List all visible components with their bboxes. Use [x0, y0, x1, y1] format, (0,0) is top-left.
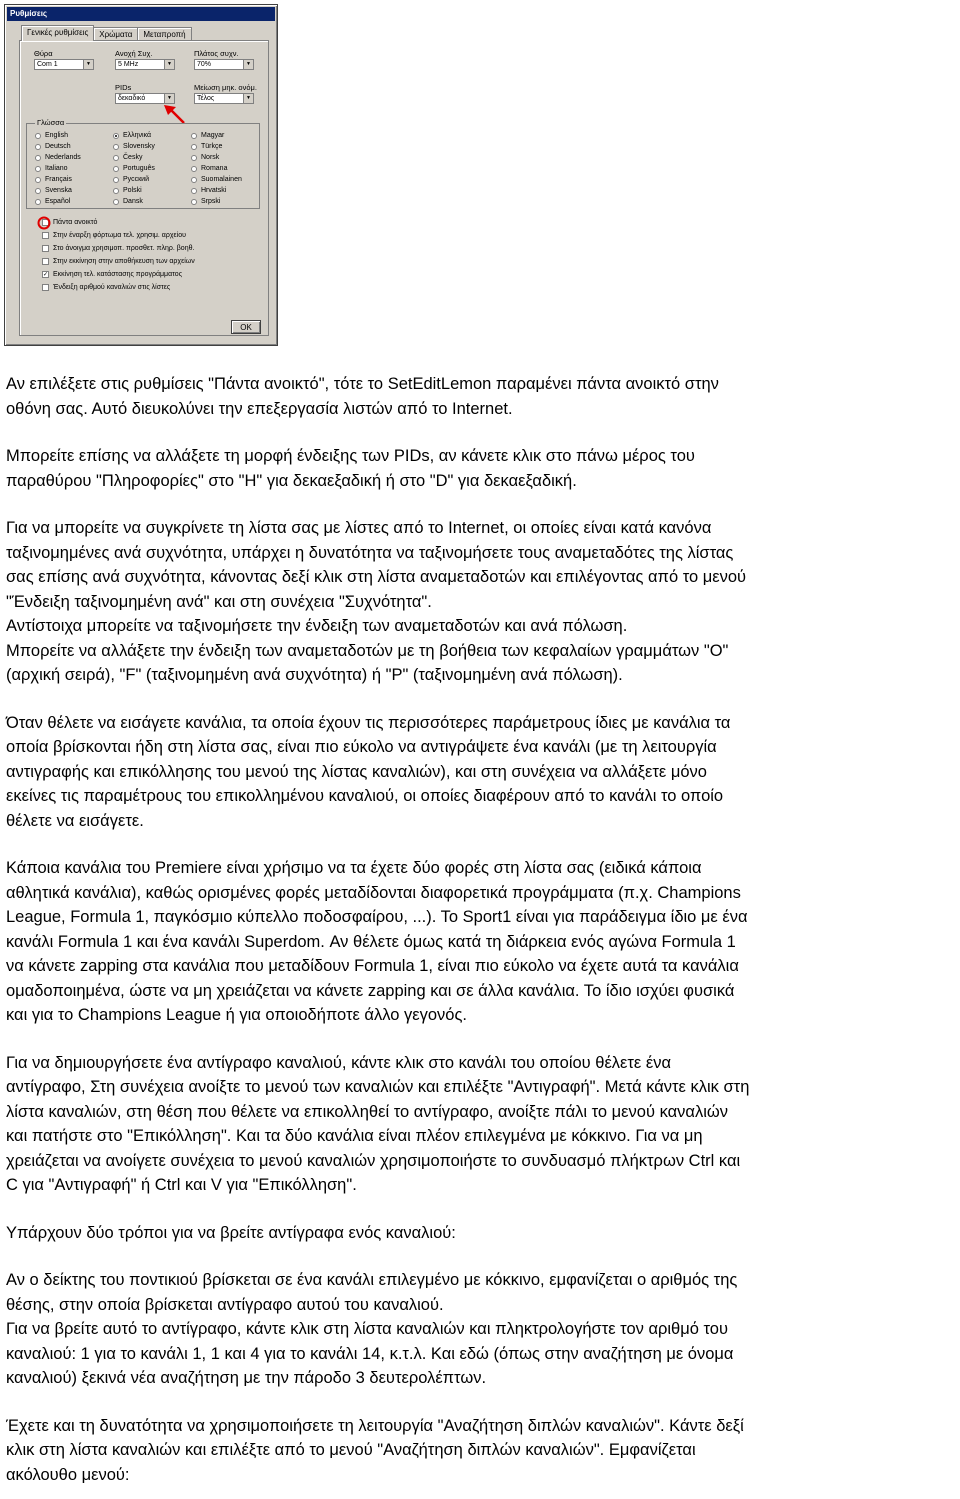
- radio-icon: [191, 155, 197, 161]
- checkbox-label: Ένδειξη αριθμού καναλιών στις λίστες: [53, 284, 171, 291]
- dialog-title: Ρυθμίσεις: [7, 7, 275, 21]
- paragraph-insert-channels: [6, 711, 954, 834]
- language-label: Slovensky: [123, 143, 155, 150]
- text-line: κανάλι Formula 1 και ένα κανάλι Superdom. Αν θέλετε όμως κατά τη διάρκεια ενός αγώνα Formula 1: [6, 932, 736, 951]
- text-line: ομαδοποιημένα, ώστε να μη χρειάζεται να κάνετε zapping και σε άλλα κανάλια. Το ίδιο ισχύει φυσικά: [6, 981, 735, 1000]
- language-label: Hrvatski: [201, 187, 227, 194]
- text-line: Έχετε και τη δυνατότητα να χρησιμοποιήσετε τη λειτουργία "Αναζήτηση διπλών καναλιών". Κάντε δεξί: [6, 1416, 744, 1435]
- radio-icon: [113, 155, 119, 161]
- text-line: θέλετε να εισάγετε.: [6, 811, 144, 830]
- pids-value: δεκαδικό: [118, 95, 146, 102]
- checkbox-label: Στην έναρξη φόρτωμα τελ. χρησιμ. αρχείου: [53, 232, 186, 239]
- text-line: Για να βρείτε αυτό το αντίγραφο, κάντε κλικ στη λίστα καναλιών και πληκτρολογήστε τον αριθμό του: [6, 1320, 728, 1338]
- chevron-down-icon: ▼: [83, 60, 93, 69]
- text-line: ταξινομημένες ανά συχνότητα, υπάρχει η δυνατότητα να ταξινομήσετε τους αναμεταδότες της λίστας: [6, 543, 734, 562]
- text-line: Υπάρχουν δύο τρόποι για να βρείτε αντίγραφα ενός καναλιού:: [6, 1223, 456, 1242]
- checkbox-label: Στο άνοιγμα χρησιμοπ. προσθετ. πληρ. βοηθ.: [53, 245, 195, 252]
- language-label: Polski: [123, 187, 142, 194]
- paragraph-always-open: [6, 372, 954, 421]
- language-label: Magyar: [201, 132, 225, 139]
- radio-icon: [191, 188, 197, 194]
- paragraph-duplicate-search: [6, 1414, 954, 1488]
- speed-select[interactable]: [115, 59, 175, 70]
- tab-conversion[interactable]: Μεταπροπή: [137, 27, 191, 41]
- checkbox-icon: [42, 245, 49, 252]
- width-label: Πλάτος συχν.: [194, 49, 239, 58]
- load-last-file-checkbox[interactable]: [42, 232, 186, 239]
- radio-icon: [191, 199, 197, 205]
- language-label: Srpski: [201, 198, 221, 205]
- language-option[interactable]: [35, 198, 70, 205]
- name-length-select[interactable]: [194, 93, 254, 104]
- language-option-selected[interactable]: [113, 132, 151, 139]
- language-option[interactable]: [113, 143, 155, 150]
- language-label: Svenska: [45, 187, 72, 194]
- text-line: κλικ στη λίστα καναλιών και επιλέξτε από το μενού "Αναζήτηση διπλών καναλιών". Εμφανίζεται: [6, 1441, 696, 1459]
- text-line: (αρχική σειρά), "F" (ταξινομημένη ανά συχνότητα) ή "P" (ταξινομημένη ανά πόλωση).: [6, 666, 623, 684]
- radio-icon: [113, 199, 119, 205]
- language-option[interactable]: [191, 143, 222, 150]
- language-option[interactable]: [191, 154, 219, 161]
- text-line: Αν επιλέξετε στις ρυθμίσεις "Πάντα ανοικτό", τότε το SetEditLemon παραμένει πάντα ανοικτό στην: [6, 375, 719, 393]
- checkbox-label: Στην εκκίνηση στην αποθήκευση των αρχείων: [53, 258, 195, 265]
- checkbox-label: Εκκίνηση τελ. κατάστασης προγράμματος: [53, 271, 183, 278]
- language-option[interactable]: [113, 176, 149, 183]
- text-line: καναλιού: 1 για το κανάλι 1, 1 και 4 για το κανάλι 14, κ.τ.λ. Και εδώ (όπως στην αναζήτηση με όνομα: [6, 1344, 734, 1363]
- language-label: Русский: [123, 176, 149, 183]
- language-option[interactable]: [191, 132, 224, 139]
- radio-icon: [113, 177, 119, 183]
- text-line: Μπορείτε επίσης να αλλάξετε τη μορφή ένδειξης των PIDs, αν κάνετε κλικ στο πάνω μέρος του: [6, 447, 695, 465]
- text-line: οποία βρίσκονται ήδη στη λίστα σας, είναι πιο εύκολο να αντιγράψετε ένα κανάλι (με τη λειτουργία: [6, 738, 717, 756]
- text-line: σας επίσης ανά συχνότητα, κάνοντας δεξί κλικ στη λίστα αναμεταδοτών και επιλέγοντας από το μενού: [6, 568, 747, 586]
- radio-icon: [35, 155, 41, 161]
- radio-icon: [35, 133, 41, 139]
- width-select[interactable]: [194, 59, 254, 70]
- text-line: Για να μπορείτε να συγκρίνετε τη λίστα σας με λίστες από το Internet, οι οποίες είναι κατά κανόνα: [6, 519, 712, 537]
- text-line: να κάνετε zapping στα κανάλια που μεταδίδουν Formula 1, είναι πιο εύκολο να έχετε αυτά τα κανάλια: [6, 957, 739, 975]
- language-option[interactable]: [35, 132, 68, 139]
- width-value: 70%: [197, 61, 212, 68]
- radio-icon: [113, 188, 119, 194]
- text-line: και πατήστε στο "Επικόλληση". Και τα δύο κανάλια είναι πλέον επιλεγμένα με κόκκινο. Για να μη: [6, 1127, 703, 1145]
- tab-general-settings[interactable]: Γενικές ρυθμίσεις: [21, 25, 94, 41]
- radio-selected-icon: [113, 133, 119, 139]
- checkbox-icon: [42, 232, 49, 239]
- language-option[interactable]: [35, 165, 68, 172]
- radio-icon: [35, 188, 41, 194]
- language-label: Deutsch: [45, 143, 71, 150]
- speed-value: 5 MHz: [118, 61, 139, 68]
- language-label: Nederlands: [45, 154, 81, 161]
- checkbox-icon: [42, 258, 49, 265]
- text-line: Όταν θέλετε να εισάγετε κανάλια, τα οποία έχουν τις περισσότερες παράμετρους ίδιες με κανάλια τα: [6, 713, 731, 732]
- save-on-start-checkbox[interactable]: [42, 258, 195, 265]
- checkbox-checked-icon: ✓: [43, 272, 49, 278]
- chevron-down-icon: ▼: [164, 60, 174, 69]
- text-line: "Ένδειξη ταξινομημένη ανά" και στη συνέχεια "Συχνότητα".: [6, 592, 432, 611]
- extra-info-checkbox[interactable]: [42, 245, 194, 252]
- chevron-down-icon: ▼: [164, 94, 174, 103]
- language-option[interactable]: [191, 165, 227, 172]
- paragraph-pids: [6, 444, 954, 493]
- text-line: Αντίστοιχα μπορείτε να ταξινομήσετε την ένδειξη των αναμεταδοτών και ανά πόλωση.: [6, 617, 628, 635]
- radio-icon: [35, 177, 41, 183]
- language-option[interactable]: [113, 198, 143, 205]
- language-label: Suomalainen: [201, 176, 242, 183]
- chevron-down-icon: ▼: [243, 94, 253, 103]
- name-length-value: Τέλος: [197, 95, 215, 102]
- radio-icon: [35, 199, 41, 205]
- text-line: παραθύρου "Πληροφορίες" στο "H" για δεκαεξαδική ή στο "D" για δεκαεξαδική.: [6, 471, 577, 490]
- text-line: λίστα καναλιών, στη θέση που θέλετε να επικολληθεί το αντίγραφο, ανοίξτε πάλι το μενού καναλιών: [6, 1102, 728, 1121]
- checkbox-label: Πάντα ανοικτό: [53, 219, 98, 226]
- language-label: Dansk: [123, 198, 143, 205]
- document-body: [6, 372, 954, 1487]
- paragraph-copy-channel: [6, 1051, 954, 1198]
- start-last-state-checkbox[interactable]: [42, 271, 182, 278]
- paragraph-sorting: [6, 516, 954, 688]
- text-line: οθόνη σας. Αυτό διευκολύνει την επεξεργασία λιστών από το Internet.: [6, 399, 513, 418]
- port-label: Θύρα: [34, 49, 53, 58]
- ok-button[interactable]: OK: [231, 320, 261, 334]
- language-label: Ελληνικά: [123, 132, 152, 139]
- name-length-label: Μείωση μηκ. ονόμ.: [194, 83, 257, 92]
- language-option[interactable]: [113, 154, 142, 161]
- text-line: καναλιού) ξεκινά νέα αναζήτηση με την πάροδο 3 δευτερολέπτων.: [6, 1369, 487, 1387]
- text-line: Μπορείτε να αλλάξετε την ένδειξη των αναμεταδοτών με τη βοήθεια των κεφαλαίων γραμμάτων "O": [6, 641, 729, 660]
- language-option[interactable]: [191, 198, 220, 205]
- language-option[interactable]: [35, 187, 72, 194]
- language-option[interactable]: [191, 187, 226, 194]
- radio-icon: [35, 166, 41, 172]
- language-label: Norsk: [201, 154, 220, 161]
- highlight-circle-icon: [37, 216, 51, 230]
- text-line: League, Formula 1, παγκόσμιο κύπελλο ποδοσφαίρου, ...). Το Sport1 είναι για παράδειγμα ίδιο με ένα: [6, 908, 748, 926]
- language-label: Français: [45, 176, 72, 183]
- text-line: και για το Champions League ή για οποιοδήποτε άλλο γεγονός.: [6, 1006, 467, 1024]
- language-label: Português: [123, 165, 155, 172]
- radio-icon: [35, 144, 41, 150]
- language-label: Italiano: [45, 165, 68, 172]
- chevron-down-icon: ▼: [243, 60, 253, 69]
- text-line: χρειάζεται να ανοίγετε συνέχεια το μενού καναλιών χρησιμοποιήστε το συνδυασμό πλήκτρων Ctrl και: [6, 1151, 741, 1170]
- language-option[interactable]: [113, 187, 142, 194]
- radio-icon: [113, 144, 119, 150]
- language-label: Česky: [123, 154, 143, 161]
- text-line: Κάποια κανάλια του Premiere είναι χρήσιμο να τα έχετε δύο φορές στη λίστα σας (ειδικά κάποια: [6, 859, 702, 877]
- paragraph-two-ways: [6, 1221, 954, 1246]
- radio-icon: [191, 177, 197, 183]
- language-group-title: Γλώσσα: [37, 118, 65, 127]
- speed-label: Ανοχή Συχ.: [115, 49, 153, 58]
- text-line: θέσης, στην οποία βρίσκεται αντίγραφο αυτού του καναλιού.: [6, 1295, 444, 1314]
- language-label: Romana: [201, 165, 228, 172]
- text-line: ακόλουθο μενού:: [6, 1465, 130, 1484]
- pids-label: PIDs: [115, 83, 132, 92]
- language-label: Español: [45, 198, 71, 205]
- language-label: English: [45, 132, 68, 139]
- language-label: Türkçe: [201, 143, 223, 150]
- text-line: Για να δημιουργήσετε ένα αντίγραφο καναλιού, κάντε κλικ στο κανάλι του οποίου θέλετε ένα: [6, 1053, 672, 1072]
- text-line: C για "Αντιγραφή" ή Ctrl και V για "Επικόλληση".: [6, 1176, 357, 1194]
- radio-icon: [191, 133, 197, 139]
- text-line: εκείνες τις παραμέτρους του επικολλημένου καναλιού, οι οποίες διαφέρουν από το κανάλι το οποίο: [6, 787, 724, 805]
- language-option[interactable]: [35, 154, 81, 161]
- settings-dialog: [4, 4, 278, 346]
- text-line: Αν ο δείκτης του ποντικιού βρίσκεται σε ένα κανάλι επιλεγμένο με κόκκινο, εμφανίζεται ο αριθμός της: [6, 1271, 738, 1289]
- language-option[interactable]: [191, 176, 242, 183]
- paragraph-premiere: [6, 856, 954, 1028]
- radio-icon: [113, 166, 119, 172]
- radio-icon: [191, 144, 197, 150]
- checkbox-icon: [42, 284, 49, 291]
- text-line: αντιγραφής και επικόλλησης του μενού της λίστας καναλιών), και στη συνέχεια να αλλάξετε μόνο: [6, 762, 707, 781]
- language-option[interactable]: [35, 176, 72, 183]
- text-line: αντίγραφο, Στη συνέχεια ανοίξτε το μενού των καναλιών και επιλέξτε "Αντιγραφή". Μετά κάντε κλικ στη: [6, 1078, 750, 1096]
- show-channel-numbers-checkbox[interactable]: [42, 284, 170, 291]
- tab-panel: [19, 40, 269, 336]
- language-option[interactable]: [113, 165, 155, 172]
- port-select[interactable]: [34, 59, 94, 70]
- radio-icon: [191, 166, 197, 172]
- language-option[interactable]: [35, 143, 71, 150]
- port-value: Com 1: [37, 61, 58, 68]
- text-line: αθλητικά κανάλια), καθώς ορισμένες φορές μεταδίδονται διαφορετικά προγράμματα (π.χ. Champions: [6, 883, 741, 902]
- paragraph-mouse-pointer: [6, 1268, 954, 1391]
- language-group: [26, 118, 260, 209]
- tab-strip: [21, 27, 191, 41]
- tab-colors[interactable]: Χρώματα: [93, 27, 138, 41]
